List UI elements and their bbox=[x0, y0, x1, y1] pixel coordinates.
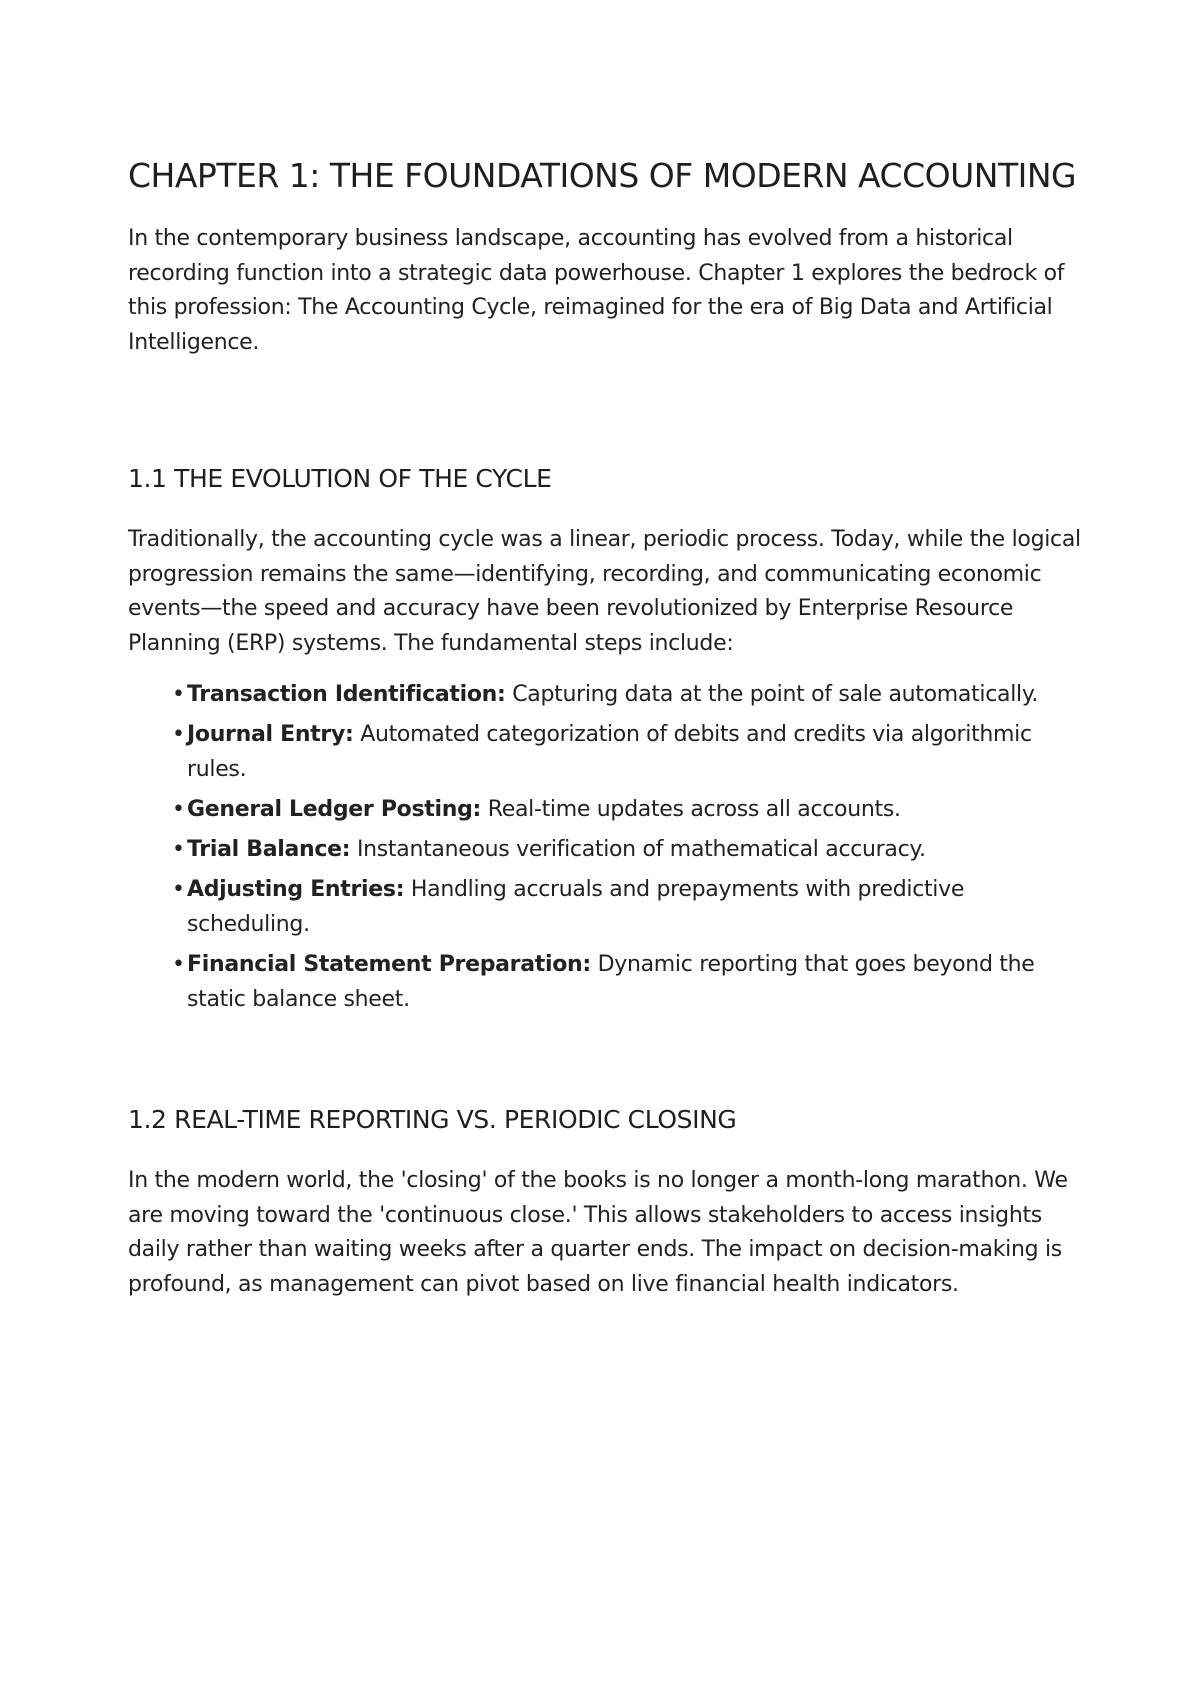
step-description: Capturing data at the point of sale automatically. bbox=[505, 682, 1039, 707]
step-term: Financial Statement Preparation: bbox=[187, 952, 591, 977]
list-item bbox=[172, 872, 1082, 942]
step-description: Dynamic reporting that goes beyond the static balance sheet. bbox=[187, 952, 1035, 1012]
step-description: Automated categorization of debits and credits via algorithmic rules. bbox=[187, 722, 1032, 782]
step-term: Journal Entry: bbox=[187, 722, 354, 747]
step-description: Instantaneous verification of mathematical accuracy. bbox=[350, 837, 926, 862]
bullet-icon: • bbox=[172, 682, 185, 707]
accounting-steps-list bbox=[128, 677, 1082, 1017]
section-1-1-heading: 1.1 THE EVOLUTION OF THE CYCLE bbox=[128, 464, 552, 493]
bullet-icon: • bbox=[172, 877, 185, 902]
bullet-icon: • bbox=[172, 952, 185, 977]
section-1-2-paragraph: In the modern world, the 'closing' of the books is no longer a month-long marathon. We are moving toward the 'continuous close.' This allows stakeholders to access insights daily rather than waiting weeks after a quarter ends. The impact on decision-making is profound, as management can pivot based on live financial health indicators. bbox=[128, 1168, 1068, 1297]
bullet-icon: • bbox=[172, 722, 185, 747]
step-term: General Ledger Posting: bbox=[187, 797, 482, 822]
list-item bbox=[172, 832, 1082, 867]
list-item bbox=[172, 677, 1082, 712]
list-item bbox=[172, 717, 1082, 787]
step-term: Trial Balance: bbox=[187, 837, 351, 862]
bullet-icon: • bbox=[172, 837, 185, 862]
step-description: Handling accruals and prepayments with predictive scheduling. bbox=[187, 877, 965, 937]
bullet-icon: • bbox=[172, 797, 185, 822]
step-description: Real-time updates across all accounts. bbox=[481, 797, 901, 822]
list-item bbox=[172, 947, 1082, 1017]
chapter-title: CHAPTER 1: THE FOUNDATIONS OF MODERN ACCOUNTING bbox=[128, 156, 1077, 195]
step-term: Transaction Identification: bbox=[187, 682, 506, 707]
section-1-1-paragraph: Traditionally, the accounting cycle was a linear, periodic process. Today, while the logical progression remains the same—identifying, recording, and communicating economic events—the speed and accuracy have been revolutionized by Enterprise Resource Planning (ERP) systems. The fundamental steps include: bbox=[128, 527, 1081, 656]
step-term: Adjusting Entries: bbox=[187, 877, 405, 902]
section-1-2-heading: 1.2 REAL-TIME REPORTING VS. PERIODIC CLOSING bbox=[128, 1105, 737, 1134]
list-item bbox=[172, 792, 1082, 827]
chapter-intro: In the contemporary business landscape, accounting has evolved from a historical recording function into a strategic data powerhouse. Chapter 1 explores the bedrock of this profession: The Accounting Cycle, reimagined for the era of Big Data and Artificial Intelligence. bbox=[128, 226, 1065, 355]
